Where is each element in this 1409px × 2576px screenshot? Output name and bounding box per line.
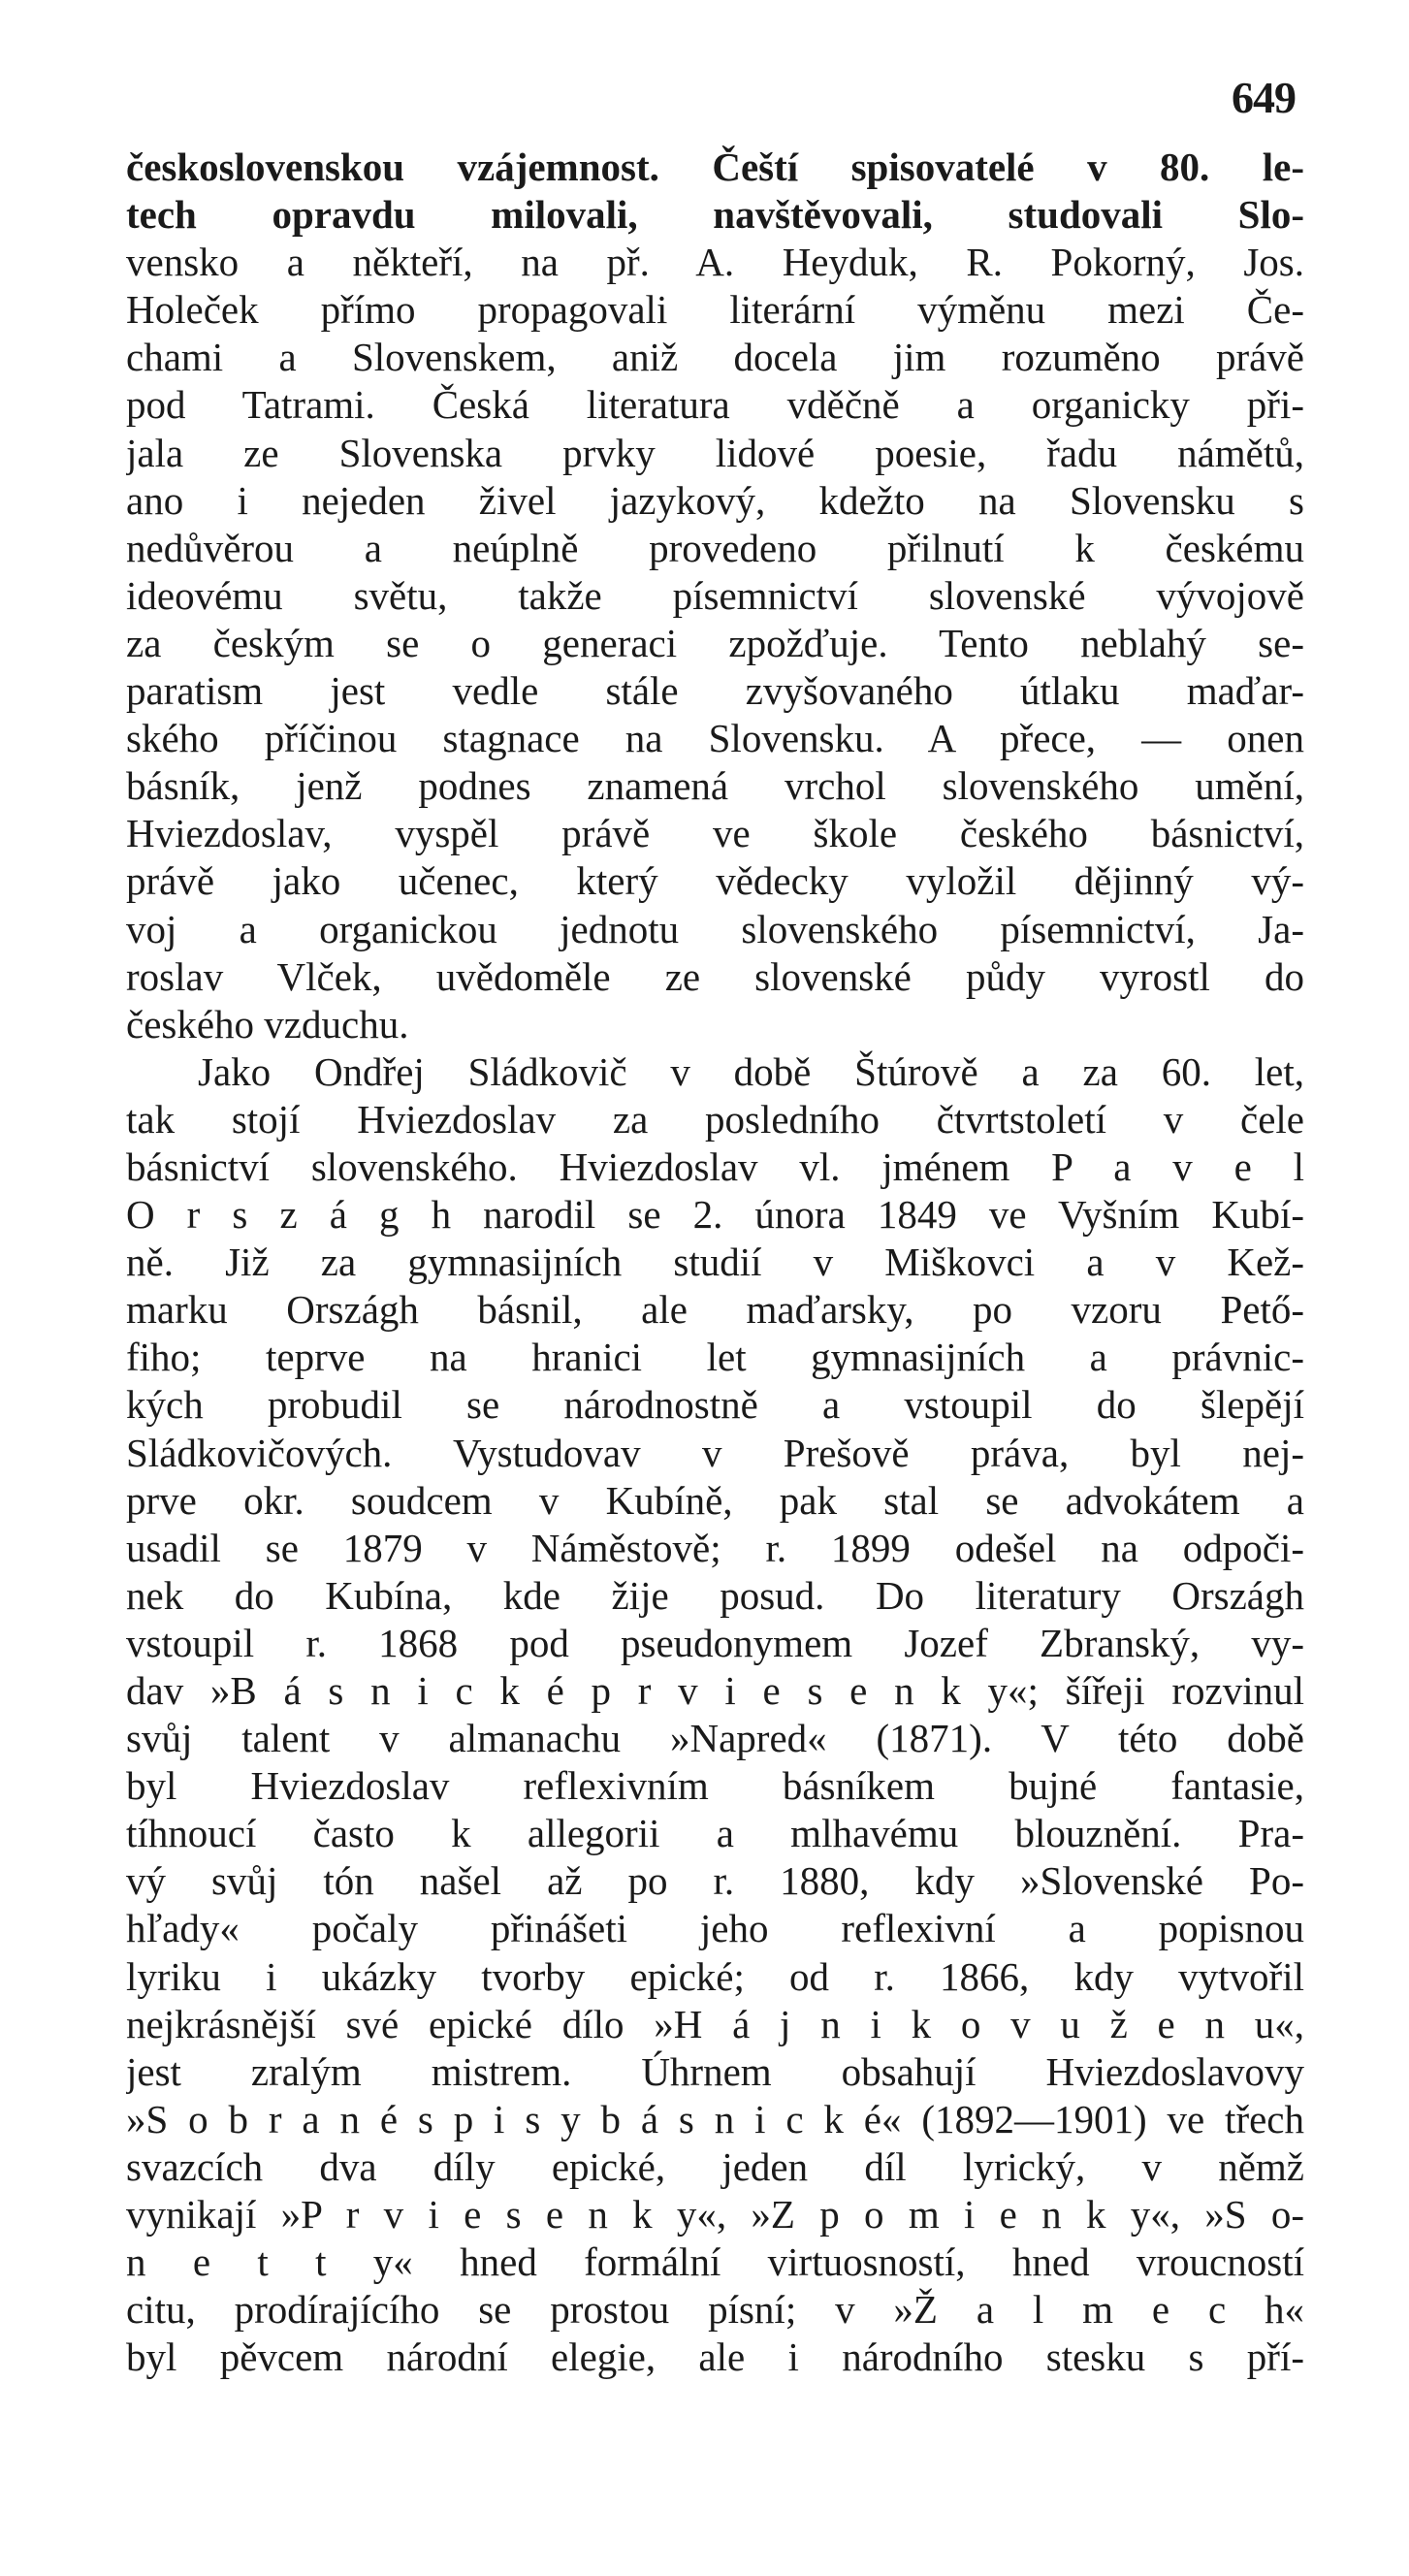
- text-line: vstoupil r. 1868 pod pseudonymem Jozef Zbranský, vy-: [126, 1620, 1304, 1665]
- body-text: [126, 144, 1304, 2381]
- text-line: usadil se 1879 v Náměstově; r. 1899 odešel na odpoči-: [126, 1525, 1304, 1570]
- text-line: »S o b r a n é s p i s y b á s n i c k é« (1892—1901) ve třech: [126, 2096, 1304, 2141]
- page-number: 649: [1232, 73, 1296, 122]
- text-line: chami a Slovenskem, aniž docela jim rozuměno právě: [126, 335, 1304, 380]
- text-line: vynikají »P r v i e s e n k y«, »Z p o m i e n k y«, »S o-: [126, 2192, 1304, 2238]
- text-line: marku Országh básnil, ale maďarsky, po vzoru Pető-: [126, 1287, 1304, 1333]
- text-line: ského příčinou stagnace na Slovensku. A přece, — onen: [126, 716, 1304, 761]
- text-line: básník, jenž podnes znamená vrchol slovenského umění,: [126, 763, 1304, 809]
- text-line: hľady« počaly přinášeti jeho reflexivní a popisnou: [126, 1906, 1304, 1951]
- text-line: svůj talent v almanachu »Napred« (1871). V této době: [126, 1716, 1304, 1761]
- text-line: Holeček přímo propagovali literární výměnu mezi Če-: [126, 287, 1304, 333]
- text-line: pod Tatrami. Česká literatura vděčně a organicky při-: [126, 382, 1304, 428]
- text-line: n e t t y« hned formální virtuosností, hned vroucností: [126, 2239, 1304, 2285]
- text-line: nedůvěrou a neúplně provedeno přilnutí k českému: [126, 525, 1304, 570]
- text-line: kých probudil se národnostně a vstoupil do šlepějí: [126, 1382, 1304, 1428]
- text-line: nek do Kubína, kde žije posud. Do literatury Országh: [126, 1572, 1304, 1618]
- text-line: tak stojí Hviezdoslav za posledního čtvrtstoletí v čele: [126, 1096, 1304, 1142]
- text-line: svazcích dva díly epické, jeden díl lyrický, v němž: [126, 2143, 1304, 2189]
- text-line: citu, prodírajícího se prostou písní; v »Ž a l m e c h«: [126, 2287, 1304, 2333]
- text-line: byl pěvcem národní elegie, ale i národního stesku s pří-: [126, 2334, 1304, 2380]
- text-line: za českým se o generaci zpožďuje. Tento neblahý se-: [126, 620, 1304, 665]
- text-line: prve okr. soudcem v Kubíně, pak stal se advokátem a: [126, 1477, 1304, 1523]
- text-line: byl Hviezdoslav reflexivním básníkem bujné fantasie,: [126, 1763, 1304, 1809]
- text-line: O r s z á g h narodil se 2. února 1849 ve Vyšním Kubí-: [126, 1192, 1304, 1238]
- text-line: vý svůj tón našel až po r. 1880, kdy »Slovenské Po-: [126, 1858, 1304, 1904]
- text-line: tech opravdu milovali, navštěvovali, studovali Slo-: [126, 192, 1304, 238]
- text-line: ano i nejeden živel jazykový, kdežto na Slovensku s: [126, 477, 1304, 523]
- text-line: jest zralým mistrem. Úhrnem obsahují Hviezdoslavovy: [126, 2048, 1304, 2094]
- text-line: jala ze Slovenska prvky lidové poesie, řadu námětů,: [126, 430, 1304, 475]
- text-line: vensko a někteří, na př. A. Heyduk, R. Pokorný, Jos.: [126, 240, 1304, 285]
- text-line: dav »B á s n i c k é p r v i e s e n k y«; šířeji rozvinul: [126, 1668, 1304, 1713]
- text-line: Jako Ondřej Sládkovič v době Štúrově a za 60. let,: [198, 1048, 1304, 1094]
- text-line: ně. Již za gymnasijních studií v Miškovci a v Kež-: [126, 1240, 1304, 1285]
- text-line: českého vzduchu.: [126, 1001, 409, 1046]
- text-line: nejkrásnější své epické dílo »H á j n i k o v u ž e n u«,: [126, 2001, 1304, 2046]
- text-line: voj a organickou jednotu slovenského písemnictví, Ja-: [126, 906, 1304, 951]
- text-line: roslav Vlček, uvědoměle ze slovenské půdy vyrostl do: [126, 953, 1304, 999]
- text-line: ideovému světu, takže písemnictví slovenské vývojově: [126, 572, 1304, 618]
- text-line: právě jako učenec, který vědecky vyložil dějinný vý-: [126, 858, 1304, 904]
- text-line: lyriku i ukázky tvorby epické; od r. 1866, kdy vytvořil: [126, 1953, 1304, 1999]
- text-line: Hviezdoslav, vyspěl právě ve škole českého básnictví,: [126, 811, 1304, 856]
- text-line: fiho; teprve na hranici let gymnasijních a právnic-: [126, 1335, 1304, 1380]
- text-line: Sládkovičových. Vystudovav v Prešově práva, byl nej-: [126, 1430, 1304, 1475]
- text-line: československou vzájemnost. Čeští spisovatelé v 80. le-: [126, 145, 1304, 189]
- text-line: tíhnoucí často k allegorii a mlhavému blouznění. Pra-: [126, 1811, 1304, 1856]
- text-line: paratism jest vedle stále zvyšovaného útlaku maďar-: [126, 668, 1304, 714]
- text-line: básnictví slovenského. Hviezdoslav vl. jménem P a v e l: [126, 1143, 1304, 1189]
